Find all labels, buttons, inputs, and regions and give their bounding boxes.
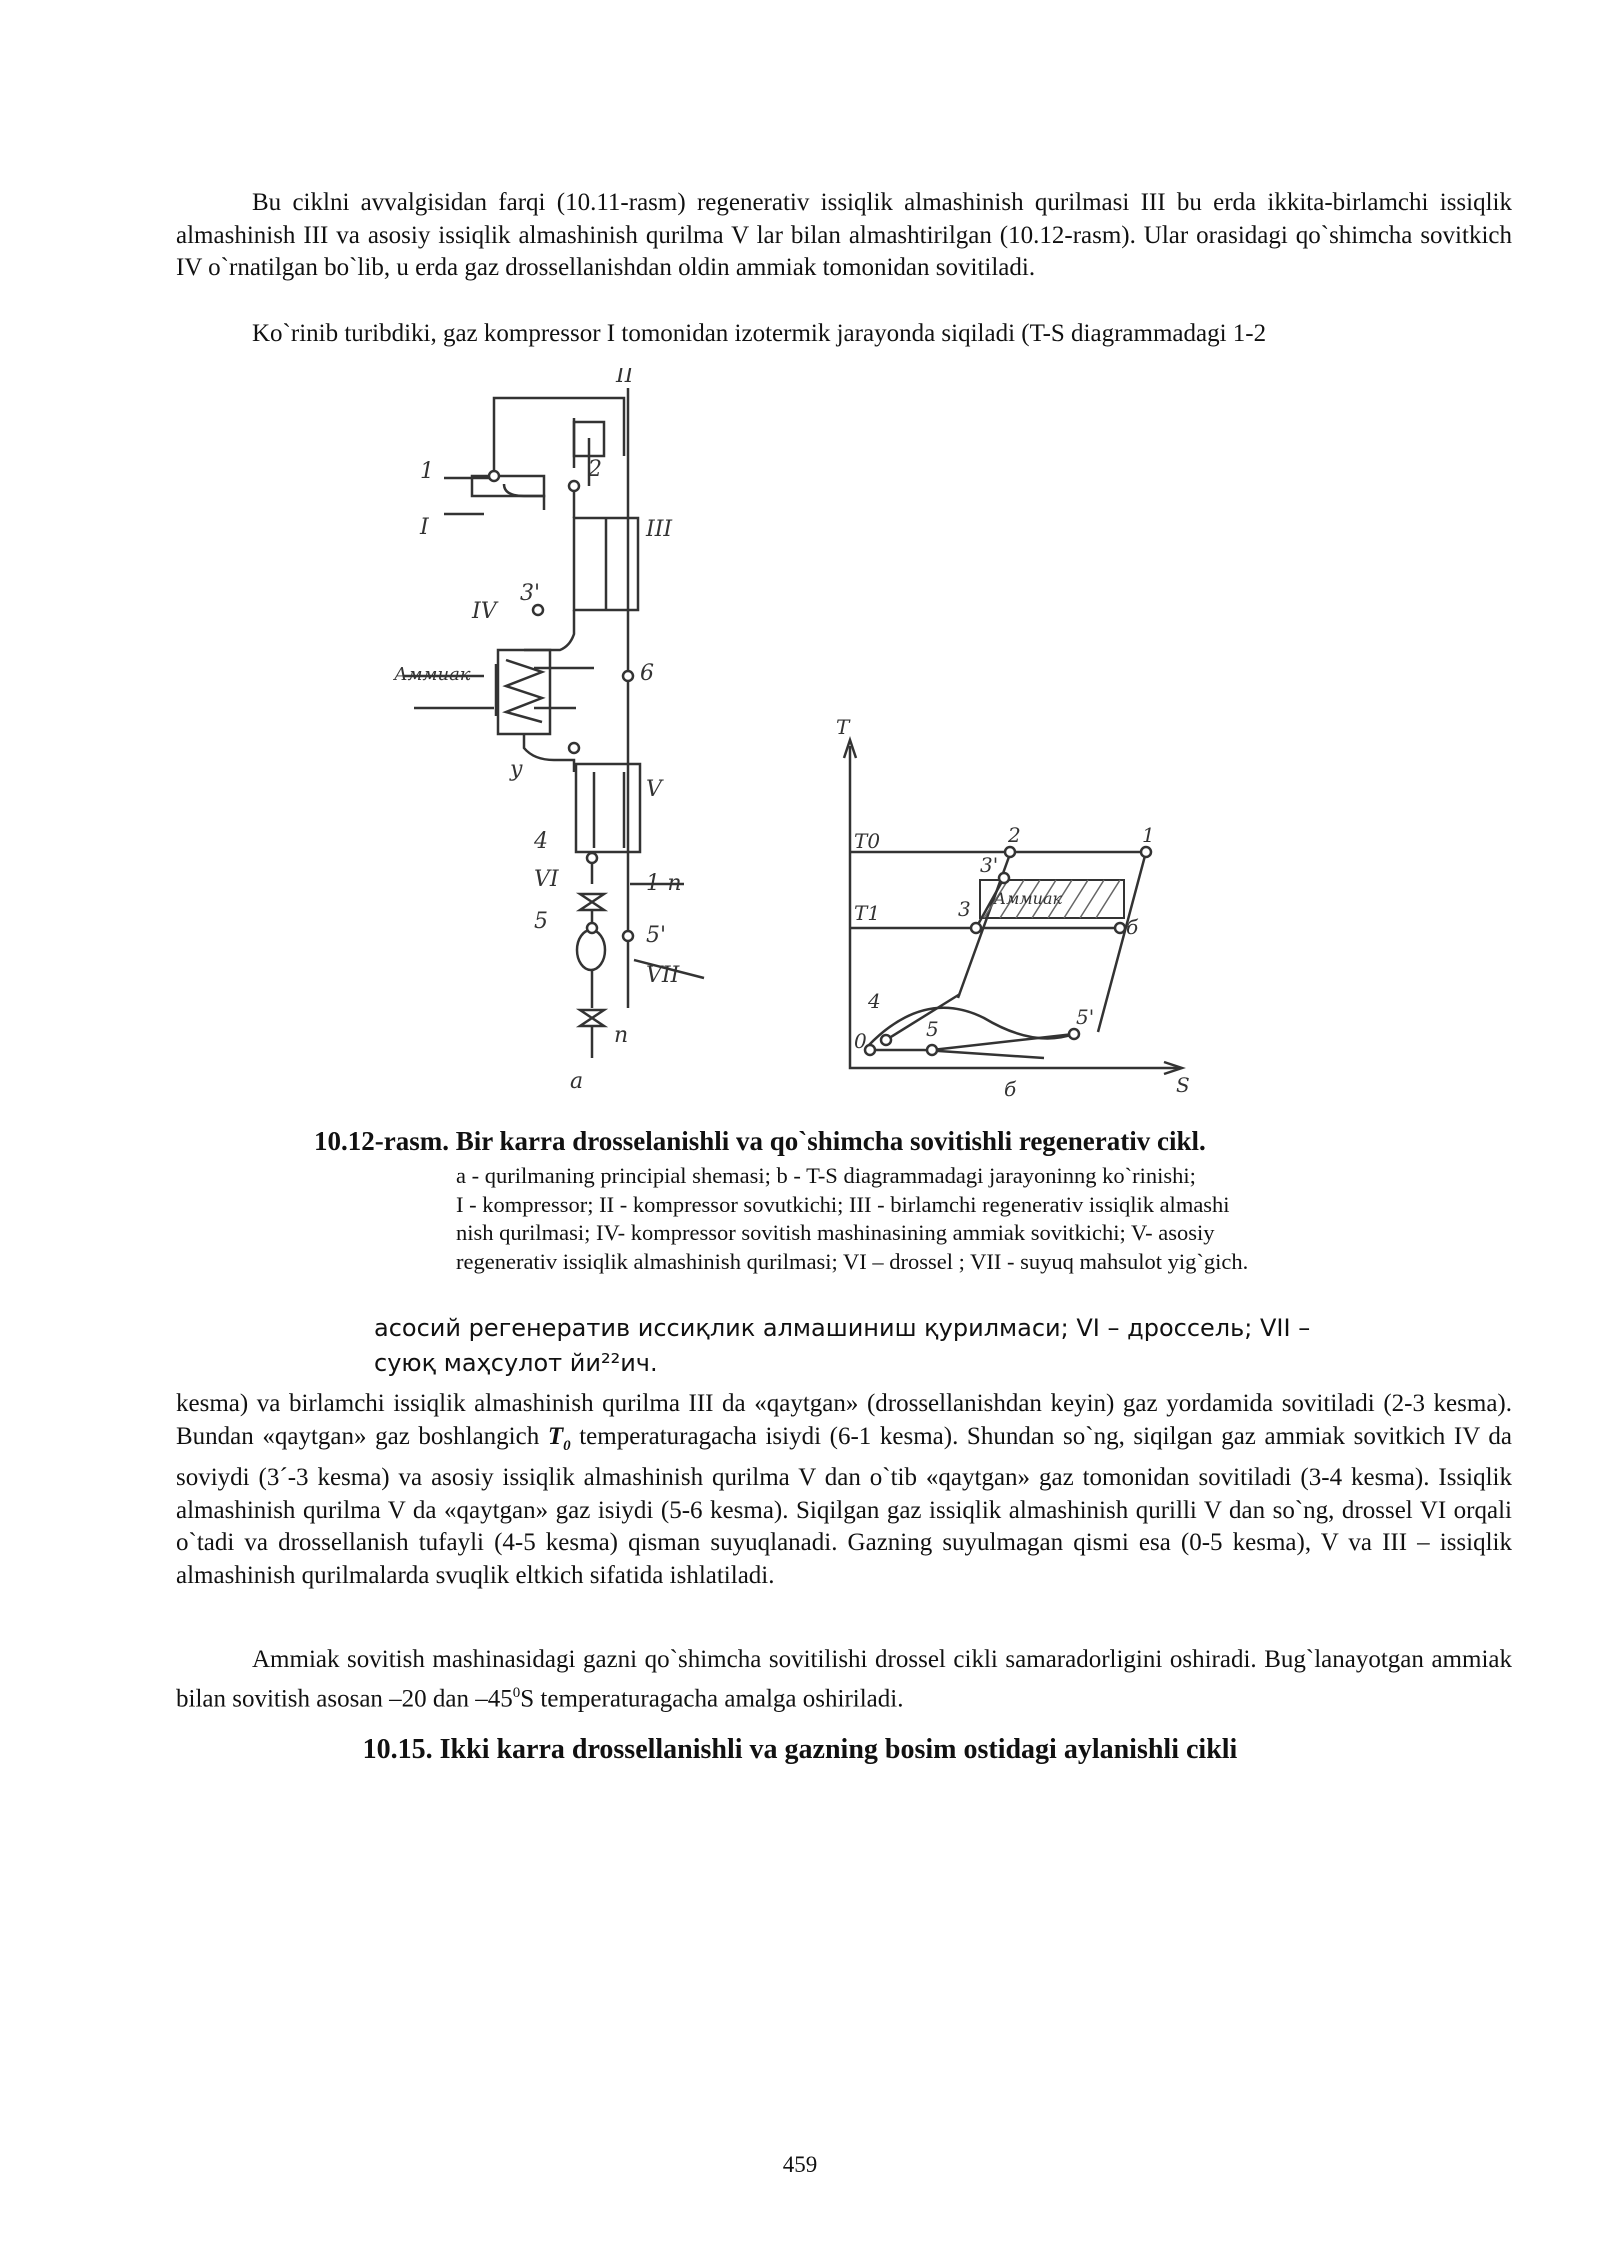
caption-line: I - kompressor; II - kompressor sovutkichi; III - birlamchi regenerativ issiqlik almashi <box>456 1191 1230 1217</box>
label-I: I <box>420 515 429 540</box>
label-2: 2 <box>588 457 602 482</box>
label-5: 5 <box>534 909 548 934</box>
label-4: 4 <box>534 829 548 854</box>
figure-caption-description <box>456 1162 1416 1276</box>
ts-point-5-prime: 5' <box>1076 1005 1095 1029</box>
cyrillic-caption-fragment <box>374 1311 1414 1381</box>
ts-T0: T0 <box>854 829 881 853</box>
ts-point-4: 4 <box>868 989 881 1013</box>
label-a: а <box>570 1069 584 1094</box>
label-ammiak: Аммиак <box>394 664 471 685</box>
paragraph-process <box>176 1388 1512 1592</box>
figure-10-12 <box>384 368 1224 1122</box>
figure-caption-title: 10.12-rasm. Bir karra drosselanishli va qo`shimcha sovitishli regenerativ cikl. <box>314 1126 1206 1156</box>
label-1: 1 <box>420 459 434 484</box>
caption-line: regenerativ issiqlik almashinish qurilmasi; VI – drossel ; VII - suyuq mahsulot yig`gich. <box>456 1248 1249 1274</box>
paragraph-intro: Bu ciklni avvalgisidan farqi (10.11-rasm) regenerativ issiqlik almashinish qurilmasi III bu erda ikkita-birlamchi issiqlik almashinish III va asosiy issiqlik almashinish qurilma V lar bilan almashtirilgan (10.12-rasm). Ular orasidagi qo`shimcha sovitkich IV o`rnatilgan bo`lib, u erda gaz drossellanishdan oldin ammiak tomonidan sovitiladi. <box>176 189 1512 281</box>
section-heading: 10.15. Ikki karra drossellanishli va gazning bosim ostidagi aylanishli cikli <box>362 1734 1238 1765</box>
paragraph-process-part2: temperaturagacha isiydi (6-1 kesma). Shundan so`ng, siqilgan gaz ammiak sovitkich IV da soviydi (3´-3 kesma) va asosiy issiqlik almashinish qurilma V dan o`tib «qaytgan» gaz tomonidan sovitiladi (3-4 kesma). Issiqlik almashinish qurilma V da «qaytgan» gaz isiydi (5-6 kesma). Siqilgan gaz issiqlik almashinish qurilli V dan so`ng, drossel VI orqali o`tadi va drossellanish tufayli (4-5 kesma) qisman suyuqlanadi. Gazning suyulmagan qismi esa (0-5 kesma), V va III – issiqlik almashinish qurilmalarda svuqlik eltkich sifatida ishlatiladi. <box>176 1422 1513 1589</box>
paragraph-process-part1: kesma) va birlamchi issiqlik almashinish qurilma III da «qaytgan» (drossellanishdan keyin) gaz yordamida sovitiladi (2-3 kesma). Bundan «qaytgan» gaz boshlangich <box>176 1390 1512 1450</box>
label-p: п <box>614 1023 629 1048</box>
label-III: III <box>646 517 673 542</box>
cyrillic-line: суюқ маҳсулот йи²²ич. <box>374 1349 658 1377</box>
caption-line: nish qurilmasi; IV- kompressor sovitish mashinasining ammiak sovitkichi; V- asosiy <box>456 1220 1215 1245</box>
ts-point-5: 5 <box>926 1017 939 1041</box>
ts-ammiak-label: Аммиак <box>994 889 1063 908</box>
ts-axis-S: S <box>1176 1073 1190 1097</box>
ts-point-2: 2 <box>1008 823 1021 847</box>
label-VI: VI <box>534 867 559 892</box>
ts-axis-T: T <box>836 715 850 739</box>
ts-label-b: б <box>1004 1077 1017 1101</box>
ts-point-3: 3 <box>958 897 971 921</box>
ts-T1: T1 <box>854 901 881 925</box>
label-3-prime: 3' <box>520 581 541 606</box>
paragraph-ammiak: Ammiak sovitish mashinasidagi gazni qo`shimcha sovitilishi drossel cikli samaradorligini oshiradi. Bug`lanayotgan ammiak bilan sovitish asosan –20 dan $-45^0S$ temperaturagacha amalga oshiriladi. <box>176 1646 1512 1712</box>
label-6: 6 <box>640 661 654 686</box>
label-1-p: 1-п <box>646 871 682 896</box>
symbol-T0: $T_0$ <box>547 1422 571 1454</box>
page-number: 459 <box>782 2152 818 2177</box>
paragraph-compression: Ko`rinib turibdiki, gaz kompressor I tomonidan izotermik jarayonda siqiladi (T-S diagrammadagi 1-2 <box>252 320 1267 347</box>
ts-point-0: 0 <box>854 1029 867 1053</box>
ts-point-3-prime: 3' <box>980 853 999 877</box>
label-5-prime: 5' <box>646 923 667 948</box>
label-y: у <box>510 757 523 782</box>
cyrillic-line: асосий регенератив иссиқлик алмашиниш қурилмаси; VI – дроссель; VII – <box>374 1314 1311 1342</box>
ts-point-6: б <box>1126 915 1139 939</box>
label-VII: VII <box>646 963 680 988</box>
label-V: V <box>646 777 662 802</box>
label-II: II <box>616 368 634 388</box>
label-IV: IV <box>472 599 497 624</box>
ts-point-1: 1 <box>1142 823 1155 847</box>
figure-diagram <box>384 368 1224 1122</box>
caption-line: a - qurilmaning principial shemasi; b - T-S diagrammadagi jarayoninng ko`rinishi; <box>456 1163 1196 1188</box>
